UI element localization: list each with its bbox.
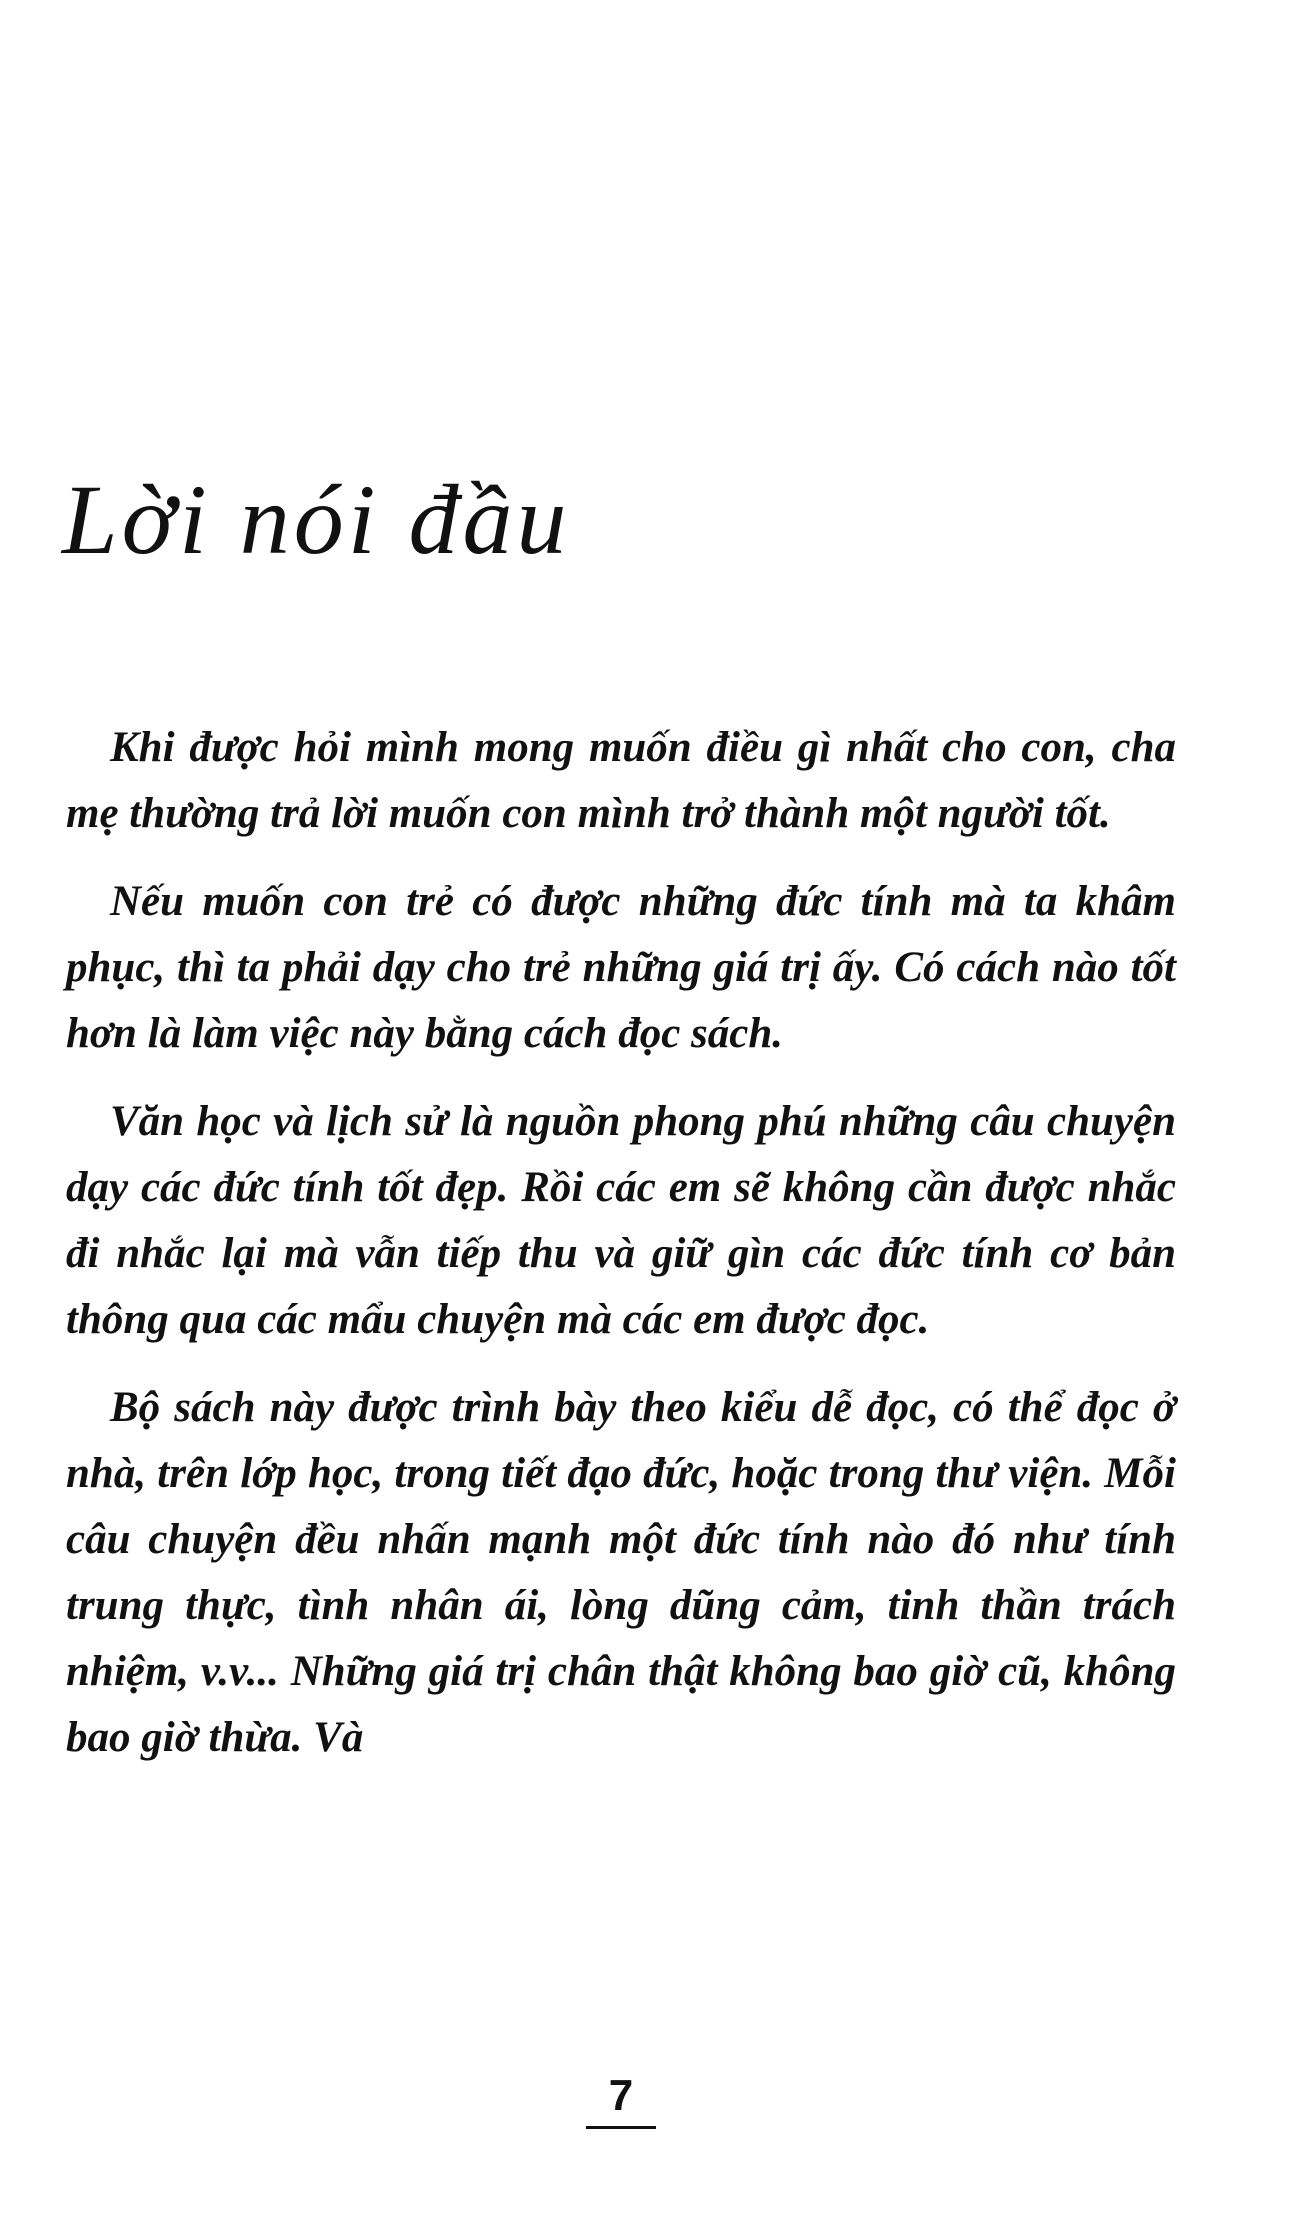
paragraph-2: Nếu muốn con trẻ có được những đức tính mà ta khâm phục, thì ta phải dạy cho trẻ những giá trị ấy. Có cách nào tốt hơn là làm việc này bằng cách đọc sách.: [66, 878, 1176, 1057]
paragraph-1: Khi được hỏi mình mong muốn điều gì nhất cho con, cha mẹ thường trả lời muốn con mình trở thành một người tốt.: [66, 724, 1176, 837]
paragraph-4: Bộ sách này được trình bày theo kiểu dễ đọc, có thể đọc ở nhà, trên lớp học, trong tiết đạo đức, hoặc trong thư viện. Mỗi câu chuyện đều nhấn mạnh một đức tính nào đó như tính trung thực, tình nhân ái, lòng dũng cảm, tinh thần trách nhiệm, v.v... Những giá trị chân thật không bao giờ cũ, không bao giờ thừa. Và: [66, 1384, 1176, 1761]
paragraph-3: Văn học và lịch sử là nguồn phong phú những câu chuyện dạy các đức tính tốt đẹp. Rồi các em sẽ không cần được nhắc đi nhắc lại mà vẫn tiếp thu và giữ gìn các đức tính cơ bản thông qua các mẩu chuyện mà các em được đọc.: [66, 1098, 1176, 1343]
page-number: 7: [586, 2070, 656, 2129]
page-title: Lời nói đầu: [62, 464, 571, 575]
body-text: [66, 715, 1176, 1793]
